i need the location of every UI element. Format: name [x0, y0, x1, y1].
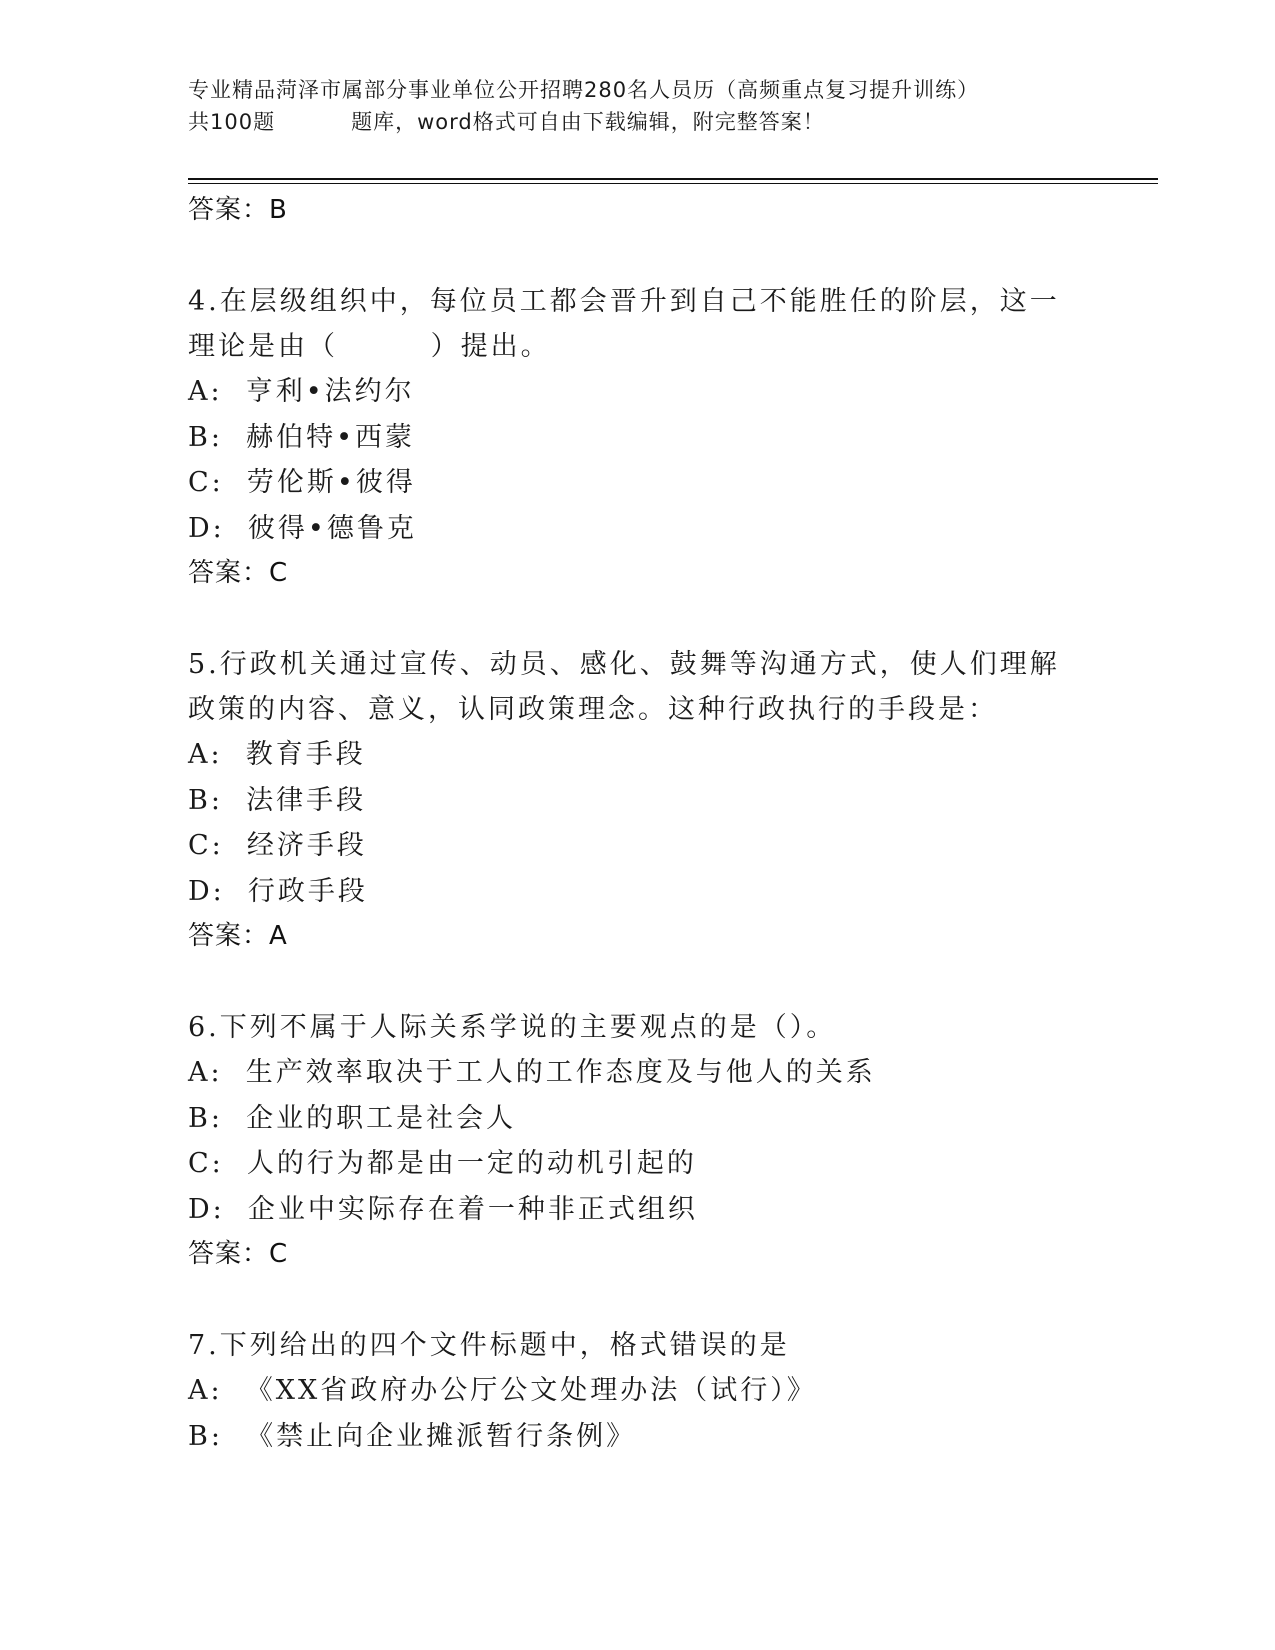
option-c: C: 人的行为都是由一定的动机引起的 — [188, 1148, 697, 1179]
option-d: D: 彼得•德鲁克 — [188, 512, 417, 544]
option-d: D: 行政手段 — [188, 875, 368, 907]
question-text: 5.行政机关通过宣传、动员、感化、鼓舞等沟通方式，使人们理解政策的内容、意义，认同政策理念。这种行政执行的手段是： — [188, 649, 1060, 725]
header-subtitle — [188, 106, 1088, 138]
option-b: B: 赫伯特•西蒙 — [188, 421, 416, 453]
answer: 答案：A — [188, 921, 288, 951]
option-c: C: 劳伦斯•彼得 — [188, 467, 416, 498]
option-c: C: 经济手段 — [188, 830, 367, 861]
option-a: A: 教育手段 — [188, 739, 366, 770]
option-b: B: 企业的职工是社会人 — [188, 1102, 517, 1134]
question-text: 7.下列给出的四个文件标题中，格式错误的是 — [188, 1330, 790, 1361]
question-4 — [188, 279, 1088, 596]
question-text: 4.在层级组织中，每位员工都会晋升到自己不能胜任的阶层，这一理论是由（ ）提出。 — [188, 286, 1060, 362]
header-title: 专业精品菏泽市属部分事业单位公开招聘280名人员历（高频重点复习提升训练） — [188, 78, 980, 102]
question-list — [188, 188, 1088, 1459]
answer: 答案：C — [188, 558, 289, 588]
option-b: B: 《禁止向企业摊派暂行条例》 — [188, 1420, 637, 1452]
header-divider-thick — [188, 178, 1158, 180]
header-divider-thin — [188, 183, 1158, 184]
question-7 — [188, 1323, 1088, 1459]
option-a: A: 亨利•法约尔 — [188, 376, 415, 407]
header-count: 共100题 — [188, 110, 276, 134]
question-5 — [188, 642, 1088, 959]
document-header — [188, 74, 1088, 138]
previous-answer: 答案：B — [188, 195, 288, 225]
option-b: B: 法律手段 — [188, 784, 367, 816]
header-description: 题库，word格式可自由下载编辑，附完整答案！ — [351, 110, 825, 134]
option-d: D: 企业中实际存在着一种非正式组织 — [188, 1193, 698, 1225]
option-a: A: 《XX省政府办公厅公文处理办法（试行）》 — [188, 1375, 817, 1406]
question-text: 6.下列不属于人际关系学说的主要观点的是（）。 — [188, 1012, 837, 1043]
answer: 答案：C — [188, 1239, 289, 1269]
option-a: A: 生产效率取决于工人的工作态度及与他人的关系 — [188, 1057, 876, 1088]
question-6 — [188, 1005, 1088, 1277]
